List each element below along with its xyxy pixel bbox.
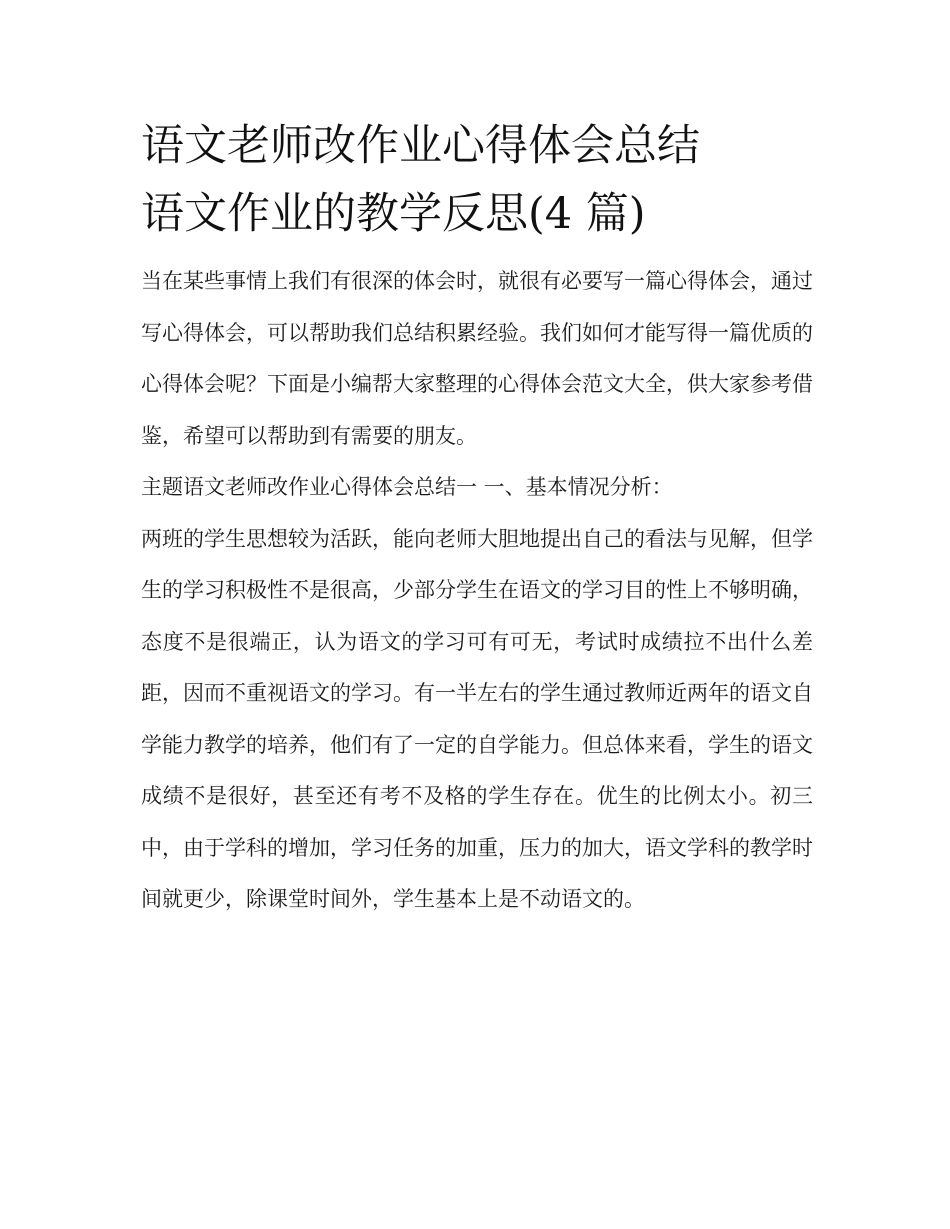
document-title — [141, 112, 813, 248]
section-heading-paragraph: 主题语文老师改作业心得体会总结一 一、基本情况分析： — [141, 475, 673, 499]
intro-paragraph: 当在某些事情上我们有很深的体会时，就很有必要写一篇心得体会，通过写心得体会，可以帮助我们总结积累经验。我们如何才能写得一篇优质的心得体会呢？下面是小编帮大家整理的心得体会范文大全，供大家参考借鉴，希望可以帮助到有需要的朋友。 — [141, 269, 813, 448]
analysis-paragraph: 两班的学生思想较为活跃，能向老师大胆地提出自己的看法与见解，但学生的学习积极性不是很高，少部分学生在语文的学习目的性上不够明确，态度不是很端正，认为语文的学习可有可无，考试时成绩拉不出什么差距，因而不重视语文的学习。有一半左右的学生通过教师近两年的语文自学能力教学的培养，他们有了一定的自学能力。但总体来看，学生的语文成绩不是很好，甚至还有考不及格的学生存在。优生的比例太小。初三中，由于学科的增加，学习任务的加重，压力的加大，语文学科的教学时间就更少，除课堂时间外，学生基本上是不动语文的。 — [141, 526, 813, 911]
title-line-2: 语文作业的教学反思(4 篇) — [141, 189, 646, 239]
document-body — [141, 112, 813, 926]
title-line-1: 语文老师改作业心得体会总结 — [141, 121, 700, 171]
